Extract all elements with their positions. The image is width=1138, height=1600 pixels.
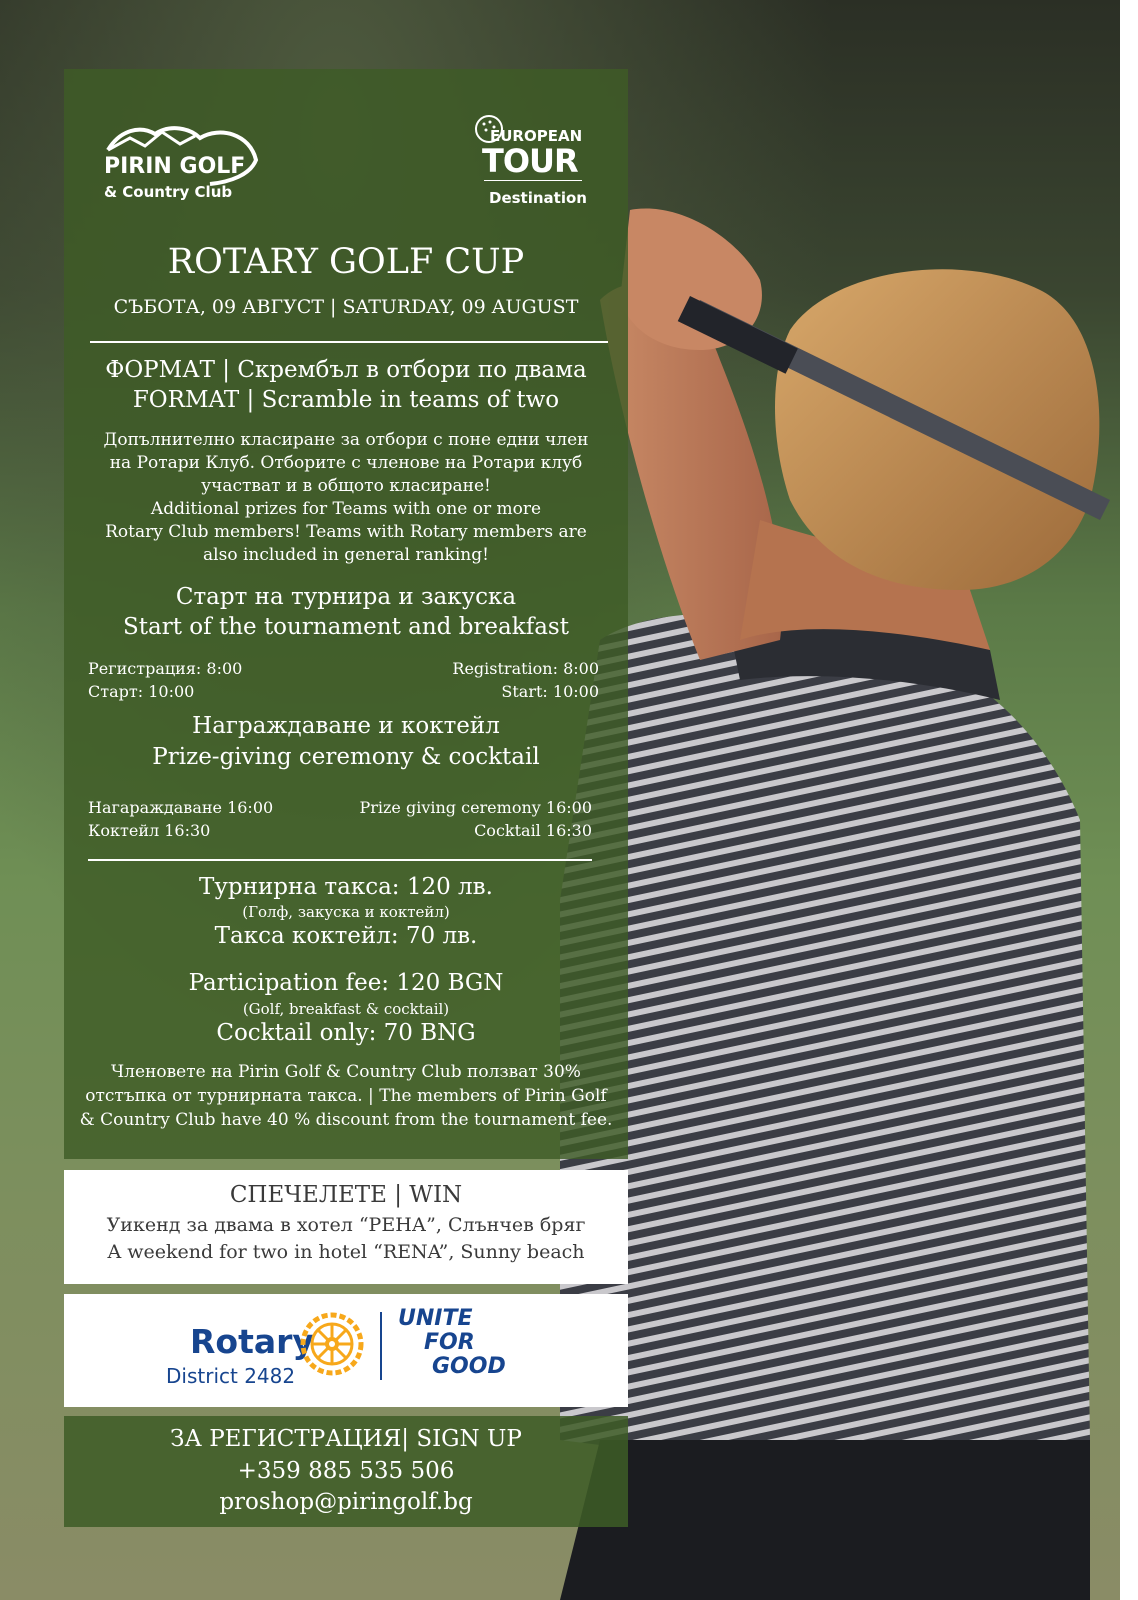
discount-line: & Country Club have 40 % discount from the tournament fee. — [79, 1110, 613, 1130]
rotary-divider — [380, 1312, 382, 1380]
european-tour-divider — [484, 180, 582, 181]
signup-phone[interactable]: +359 885 535 506 — [237, 1458, 455, 1484]
discount-line: Членовете на Pirin Golf & Country Club ползват 30% — [111, 1062, 581, 1082]
prize-title-bg: Награждаване и коктейл — [192, 713, 500, 739]
start-title-bg: Старт на турнира и закуска — [175, 584, 517, 610]
european-tour-line1: EUROPEAN — [490, 127, 583, 145]
format-desc-line: на Ротари Клуб. Отборите с членове на Ротари клуб — [109, 453, 583, 473]
format-en: FORMAT | Scramble in teams of two — [132, 387, 560, 413]
format-desc-line: участват и в общото класиране! — [201, 476, 491, 496]
cocktail-time-en: Cocktail 16:30 — [474, 821, 592, 840]
european-tour-line2: TOUR — [482, 142, 578, 180]
format-bg: ФОРМАТ | Скрембъл в отбори по двама — [105, 357, 587, 383]
rotary-slogan-1: UNITE — [398, 1306, 473, 1331]
fee-en-main: Participation fee: 120 BGN — [188, 970, 504, 996]
fee-en-cocktail: Cocktail only: 70 BNG — [216, 1020, 476, 1046]
event-date: СЪБОТА, 09 АВГУСТ | SATURDAY, 09 AUGUST — [113, 296, 579, 318]
signup-email[interactable]: proshop@piringolf.bg — [219, 1489, 473, 1515]
rotary-district: District 2482 — [166, 1364, 296, 1388]
format-desc-line: Rotary Club members! Teams with Rotary members are — [105, 522, 587, 542]
cocktail-time-bg: Коктейл 16:30 — [88, 821, 211, 840]
fee-bg-note: (Голф, закуска и коктейл) — [242, 903, 450, 921]
european-tour-line3: Destination — [489, 189, 587, 207]
pirin-logo-line2: & Country Club — [104, 183, 233, 201]
award-time-en: Prize giving ceremony 16:00 — [359, 798, 592, 817]
registration-time-bg: Регистрация: 8:00 — [88, 659, 243, 678]
rotary-slogan-2: FOR — [424, 1330, 475, 1355]
award-time-bg: Нагараждаване 16:00 — [88, 798, 274, 817]
pirin-logo-line1: PIRIN GOLF — [104, 154, 246, 179]
fee-en-note: (Golf, breakfast & cocktail) — [242, 1000, 450, 1018]
event-title: ROTARY GOLF CUP — [167, 242, 525, 282]
rotary-wheel-icon — [300, 1312, 364, 1376]
start-title-en: Start of the tournament and breakfast — [123, 614, 569, 640]
win-prize-bg: Уикенд за двама в хотел “РЕНА”, Слънчев бряг — [106, 1214, 586, 1236]
fee-bg-main: Турнирна такса: 120 лв. — [199, 874, 493, 900]
format-desc-line: Допълнително класиране за отбори с поне едни член — [103, 430, 589, 450]
discount-line: отстъпка от турнирната такса. | The members of Pirin Golf — [85, 1086, 607, 1106]
win-prize-en: A weekend for two in hotel “RENA”, Sunny beach — [107, 1241, 585, 1263]
divider-top — [90, 341, 608, 343]
rotary-slogan-3: GOOD — [432, 1354, 506, 1379]
start-time-en: Start: 10:00 — [501, 682, 599, 701]
fee-bg-cocktail: Такса коктейл: 70 лв. — [214, 923, 478, 949]
divider-middle — [88, 859, 592, 861]
registration-time-en: Registration: 8:00 — [452, 659, 599, 678]
format-desc-line: also included in general ranking! — [203, 545, 489, 565]
signup-title: ЗА РЕГИСТРАЦИЯ| SIGN UP — [170, 1426, 522, 1452]
rotary-name: Rotary — [190, 1322, 314, 1361]
prize-title-en: Prize-giving ceremony & cocktail — [152, 744, 540, 770]
win-title: СПЕЧЕЛЕТЕ | WIN — [229, 1182, 463, 1208]
format-desc-line: Additional prizes for Teams with one or more — [150, 499, 542, 519]
start-time-bg: Старт: 10:00 — [88, 682, 195, 701]
